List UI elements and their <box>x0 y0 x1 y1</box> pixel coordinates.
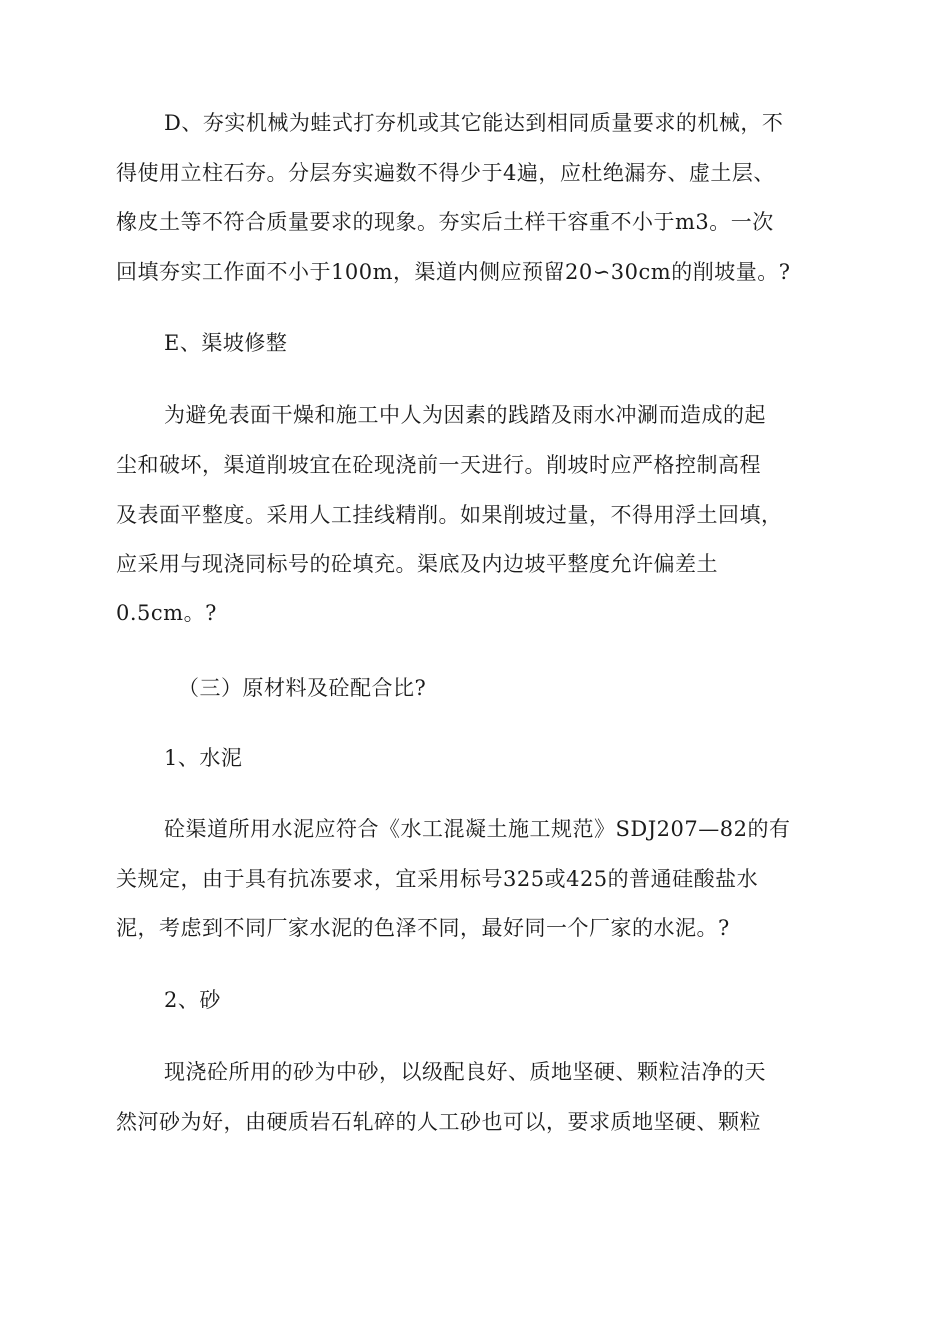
text-line: 砼渠道所用水泥应符合《水工混凝土施工规范》SDJ207—82的有 <box>164 817 791 841</box>
text-line: 及表面平整度。采用人工挂线精削。如果削坡过量，不得用浮土回填， <box>116 503 783 527</box>
text-line: 0.5cm。? <box>116 601 217 625</box>
text-line: 橡皮土等不符合质量要求的现象。夯实后土样干容重不小于m3。一次 <box>116 210 774 234</box>
text-line: 然河砂为好，由硬质岩石轧碎的人工砂也可以，要求质地坚硬、颗粒 <box>116 1110 761 1134</box>
section-heading: E、渠坡修整 <box>164 331 288 355</box>
text-line: D、夯实机械为蛙式打夯机或其它能达到相同质量要求的机械，不 <box>164 111 784 135</box>
section-heading: 2、砂 <box>164 988 221 1012</box>
text-line: 应采用与现浇同标号的砼填充。渠底及内边坡平整度允许偏差土 <box>116 552 718 576</box>
text-line: 尘和破坏，渠道削坡宜在砼现浇前一天进行。削坡时应严格控制高程 <box>116 453 761 477</box>
section-heading: （三）原材料及砼配合比? <box>178 676 427 700</box>
text-line: 为避免表面干燥和施工中人为因素的践踏及雨水冲涮而造成的起 <box>164 403 766 427</box>
text-line: 得使用立柱石夯。分层夯实遍数不得少于4遍，应杜绝漏夯、虚土层、 <box>116 161 775 185</box>
section-heading: 1、水泥 <box>164 746 243 770</box>
text-line: 现浇砼所用的砂为中砂，以级配良好、质地坚硬、颗粒洁净的天 <box>164 1060 766 1084</box>
text-line: 泥，考虑到不同厂家水泥的色泽不同，最好同一个厂家的水泥。? <box>116 916 730 940</box>
text-line: 回填夯实工作面不小于100m，渠道内侧应预留20∽30cm的削坡量。? <box>116 260 791 284</box>
text-line: 关规定，由于具有抗冻要求，宜采用标号325或425的普通硅酸盐水 <box>116 867 759 891</box>
